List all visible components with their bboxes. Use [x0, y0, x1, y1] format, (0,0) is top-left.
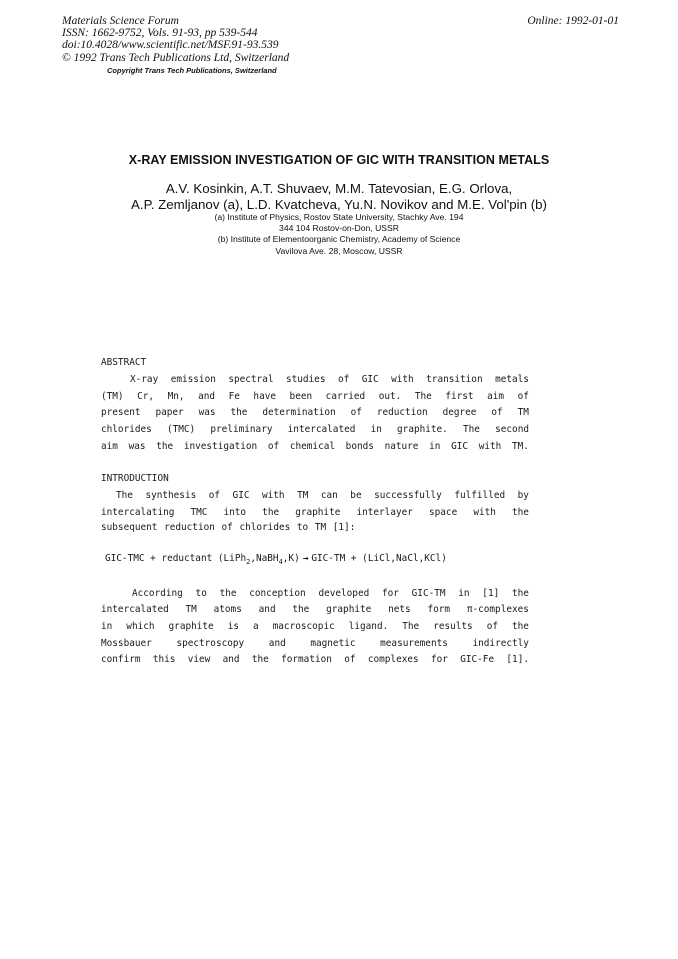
word: intercalated — [101, 604, 169, 615]
word: the — [230, 407, 248, 418]
word: [1]. — [506, 654, 529, 665]
word: The — [463, 424, 480, 435]
word: The — [402, 621, 420, 632]
word: and — [268, 638, 286, 649]
word: results — [433, 621, 473, 632]
copyright-stamp: Copyright Trans Tech Publications, Switzerland — [107, 66, 277, 75]
word: and — [198, 391, 216, 402]
word: can — [320, 490, 338, 501]
word: by — [517, 490, 529, 501]
word: macroscopic — [272, 621, 335, 632]
word: chlorides — [101, 424, 152, 435]
intro-line — [101, 621, 529, 632]
abstract-line — [130, 374, 529, 385]
word: Cr, — [137, 391, 155, 402]
word: in — [458, 588, 470, 599]
word: conception — [249, 588, 306, 599]
word: spectroscopy — [176, 638, 245, 649]
online-date: Online: 1992-01-01 — [527, 15, 619, 27]
introduction-heading: INTRODUCTION — [101, 473, 169, 484]
word: interlayer — [356, 507, 413, 518]
word: was — [128, 441, 146, 452]
affiliation-line: (a) Institute of Physics, Rostov State University, Stachky Ave. 194 — [214, 212, 464, 222]
equation-reagent-end: ,K) — [282, 553, 300, 564]
word: synthesis — [145, 490, 197, 501]
word: this — [152, 654, 176, 665]
equation-products: GIC-TM + (LiCl,NaCl,KCl) — [311, 553, 447, 564]
word: and — [258, 604, 276, 615]
word: the — [511, 588, 529, 599]
word: was — [198, 407, 216, 418]
word: intercalating — [101, 507, 175, 518]
word: nets — [388, 604, 411, 615]
intro-line — [101, 638, 529, 649]
abstract-line — [101, 391, 529, 402]
reaction-equation — [105, 553, 447, 564]
word: Mossbauer — [101, 638, 152, 649]
author-list — [0, 181, 678, 213]
word: in — [429, 441, 441, 452]
equation-reactants: GIC-TMC + reductant (LiPh — [105, 553, 247, 564]
word: the — [156, 441, 174, 452]
word: spectral — [228, 374, 274, 385]
author-line: A.V. Kosinkin, A.T. Shuvaev, M.M. Tatevosian, E.G. Orlova, — [165, 181, 513, 196]
word: form — [427, 604, 451, 615]
abstract-line — [101, 424, 529, 435]
word: space — [429, 507, 458, 518]
word: atoms — [213, 604, 242, 615]
word: complexes — [367, 654, 419, 665]
journal-name: Materials Science Forum — [62, 15, 179, 27]
word: with — [473, 507, 496, 518]
word: for — [381, 588, 399, 599]
word: of — [208, 490, 221, 501]
word: of — [517, 391, 529, 402]
word: second — [495, 424, 529, 435]
word: of — [337, 374, 350, 385]
word: fulfilled — [454, 490, 506, 501]
doi-line: doi:10.4028/www.scientific.net/MSF.91-93.539 — [62, 39, 279, 52]
word: carried — [325, 391, 366, 402]
word: with — [261, 490, 285, 501]
word: π-complexes — [466, 604, 529, 615]
abstract-line — [101, 407, 529, 418]
word: TM. — [511, 441, 529, 452]
word: TM — [517, 407, 529, 418]
word: the — [219, 588, 237, 599]
word: preliminary — [210, 424, 273, 435]
word: graphite. — [397, 424, 448, 435]
word: magnetic — [310, 638, 356, 649]
word: which — [126, 621, 155, 632]
word: graphite — [326, 604, 372, 615]
subscript: 2 — [246, 558, 251, 566]
affiliations — [0, 212, 678, 257]
word: of — [267, 441, 280, 452]
equation-reagent: ,NaBH — [250, 553, 279, 564]
intro-line: subsequent reduction of chlorides to TM [1]: — [101, 522, 356, 533]
word: bonds — [345, 441, 374, 452]
abstract-heading: ABSTRACT — [101, 357, 147, 368]
word: chemical — [289, 441, 335, 452]
word: in — [370, 424, 382, 435]
author-line: A.P. Zemljanov (a), L.D. Kvatcheva, Yu.N. Novikov and M.E. Vol'pin (b) — [131, 197, 547, 212]
abstract-line — [101, 441, 529, 452]
word: TM — [297, 490, 309, 501]
word: GIC-TM — [411, 588, 446, 599]
word: successfully — [374, 490, 442, 501]
word: present — [101, 407, 141, 418]
word: degree — [442, 407, 477, 418]
reaction-arrow-icon: → — [302, 553, 309, 564]
subscript: 4 — [278, 558, 283, 566]
word: in — [101, 621, 113, 632]
intro-line — [132, 588, 529, 599]
word: GIC — [361, 374, 379, 385]
word: reduction — [376, 407, 428, 418]
word: a — [252, 621, 259, 632]
word: GIC-Fe — [460, 654, 495, 665]
word: TMC — [190, 507, 208, 518]
word: metals — [495, 374, 529, 385]
word: first — [445, 391, 474, 402]
word: the — [512, 621, 529, 632]
word: the — [512, 507, 529, 518]
word: developed — [318, 588, 370, 599]
word: be — [350, 490, 362, 501]
word: of — [350, 407, 362, 418]
word: The — [116, 490, 133, 501]
word: out. — [378, 391, 402, 402]
word: According — [132, 588, 183, 599]
affiliation-line: 344 104 Rostov-on-Don, USSR — [279, 223, 399, 234]
word: emission — [170, 374, 216, 385]
word: TM — [185, 604, 197, 615]
word: for — [430, 654, 448, 665]
word: aim — [101, 441, 118, 452]
affiliation-line: Vavilova Ave. 28, Moscow, USSR — [275, 245, 403, 256]
word: [1] — [482, 588, 500, 599]
word: graphite — [168, 621, 214, 632]
intro-line — [116, 490, 529, 501]
affiliation-line: (b) Institute of Elementoorganic Chemistry, Academy of Science — [217, 234, 461, 245]
intro-line — [101, 654, 529, 665]
word: Fe — [228, 391, 240, 402]
copyright-line: © 1992 Trans Tech Publications Ltd, Switzerland — [62, 51, 290, 64]
intro-line — [101, 604, 529, 615]
word: into — [223, 507, 247, 518]
word: view — [187, 654, 211, 665]
word: formation — [281, 654, 332, 665]
word: with — [391, 374, 414, 385]
word: The — [414, 391, 432, 402]
publication-metadata — [62, 15, 289, 64]
word: studies — [285, 374, 326, 385]
word: (TM) — [101, 391, 124, 402]
word: with — [478, 441, 502, 452]
word: determination — [262, 407, 336, 418]
word: of — [486, 621, 498, 632]
word: of — [344, 654, 356, 665]
intro-line — [101, 507, 529, 518]
word: indirectly — [472, 638, 529, 649]
word: investigation — [183, 441, 258, 452]
word: been — [289, 391, 313, 402]
word: intercalated — [287, 424, 356, 435]
word: of — [491, 407, 503, 418]
word: graphite — [295, 507, 341, 518]
word: X-ray — [130, 374, 159, 385]
issn-line: ISSN: 1662-9752, Vols. 91-93, pp 539-544 — [62, 27, 258, 40]
word: have — [253, 391, 276, 402]
word: and — [222, 654, 240, 665]
word: (TMC) — [166, 424, 196, 435]
word: GIC — [232, 490, 250, 501]
word: nature — [384, 441, 419, 452]
word: to — [195, 588, 207, 599]
word: is — [227, 621, 239, 632]
word: the — [262, 507, 280, 518]
word: confirm — [101, 654, 141, 665]
word: ligand. — [348, 621, 389, 632]
word: the — [251, 654, 269, 665]
word: measurements — [380, 638, 448, 649]
paper-title: X-RAY EMISSION INVESTIGATION OF GIC WITH TRANSITION METALS — [128, 153, 550, 167]
word: the — [292, 604, 310, 615]
word: paper — [155, 407, 184, 418]
word: GIC — [451, 441, 469, 452]
word: Mn, — [167, 391, 185, 402]
word: transition — [426, 374, 483, 385]
word: aim — [487, 391, 505, 402]
